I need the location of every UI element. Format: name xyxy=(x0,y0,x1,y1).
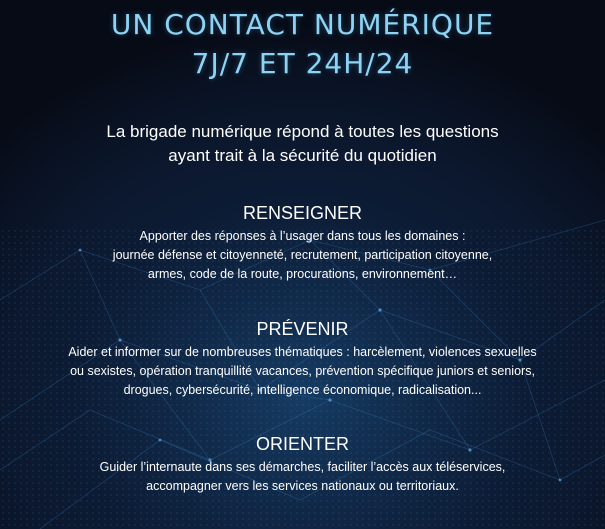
section-prevenir-line: Aider et informer sur de nombreuses thématiques : harcèlement, violences sexuelles xyxy=(68,345,537,359)
intro-line-1: La brigade numérique répond à toutes les questions xyxy=(106,122,499,141)
headline-line-1: UN CONTACT NUMÉRIQUE xyxy=(110,8,495,41)
section-title-prevenir: PRÉVENIR xyxy=(256,319,349,339)
section-title-renseigner: RENSEIGNER xyxy=(242,203,363,223)
section-orienter-line: Guider l’internaute dans ses démarches, faciliter l’accès aux téléservices, xyxy=(99,460,506,474)
headline-line-2: 7J/7 ET 24H/24 xyxy=(191,47,414,80)
section-renseigner-line: Apporter des réponses à l’usager dans tous les domaines : xyxy=(139,229,466,243)
section-prevenir-line: ou sexistes, opération tranquillité vacances, prévention spécifique juniors et seniors, xyxy=(70,364,535,378)
section-prevenir-line: drogues, cybersécurité, intelligence économique, radicalisation... xyxy=(123,383,482,397)
section-orienter-line: accompagner vers les services nationaux ou territoriaux. xyxy=(146,479,459,493)
section-renseigner-line: journée défense et citoyenneté, recrutement, participation citoyenne, xyxy=(112,248,493,262)
intro-line-2: ayant trait à la sécurité du quotidien xyxy=(168,146,437,165)
section-renseigner-line: armes, code de la route, procurations, environnement… xyxy=(147,267,458,281)
section-title-orienter: ORIENTER xyxy=(255,434,349,454)
